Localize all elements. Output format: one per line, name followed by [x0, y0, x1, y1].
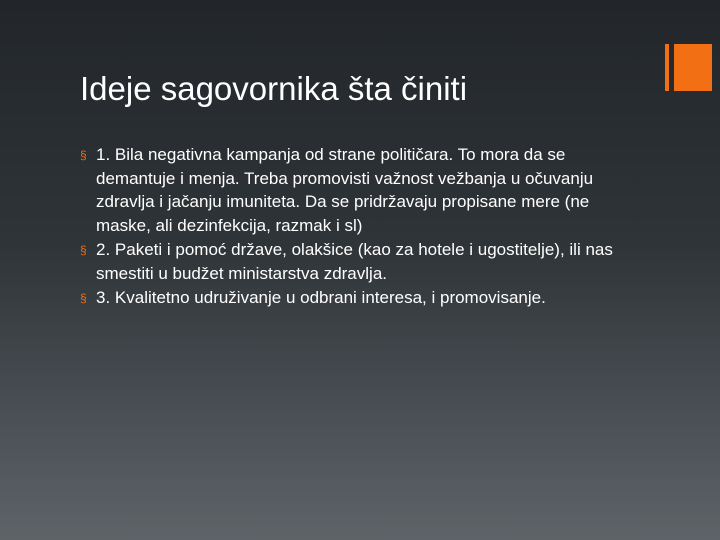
- bullet-marker-icon: §: [80, 147, 87, 162]
- slide-title: Ideje sagovornika šta činiti: [80, 70, 468, 107]
- bullet-text: 1. Bila negativna kampanja od strane političara. To mora da se demantuje i menja. Treba promovisti važnost vežbanja u očuvanju zdravlja i jačanju imuniteta. Da se pridržavaju propisane mere (ne maske, ali dezinfekcija, razmak i sl): [96, 145, 594, 235]
- bullet-item: [80, 143, 640, 237]
- accent-bars: [665, 44, 712, 91]
- accent-bar-thin: [665, 44, 669, 91]
- bullet-list: [80, 143, 640, 311]
- bullet-text: 2. Paketi i pomoć države, olakšice (kao za hotele i ugostitelje), ili nas smestiti u budžet ministarstva zdravlja.: [96, 240, 613, 283]
- bullet-item: [80, 238, 640, 285]
- bullet-marker-icon: §: [80, 290, 87, 305]
- accent-bar-thick: [674, 44, 712, 91]
- bullet-item: [80, 286, 640, 310]
- bullet-text: 3. Kvalitetno udruživanje u odbrani interesa, i promovisanje.: [96, 288, 546, 307]
- bullet-marker-icon: §: [80, 242, 87, 257]
